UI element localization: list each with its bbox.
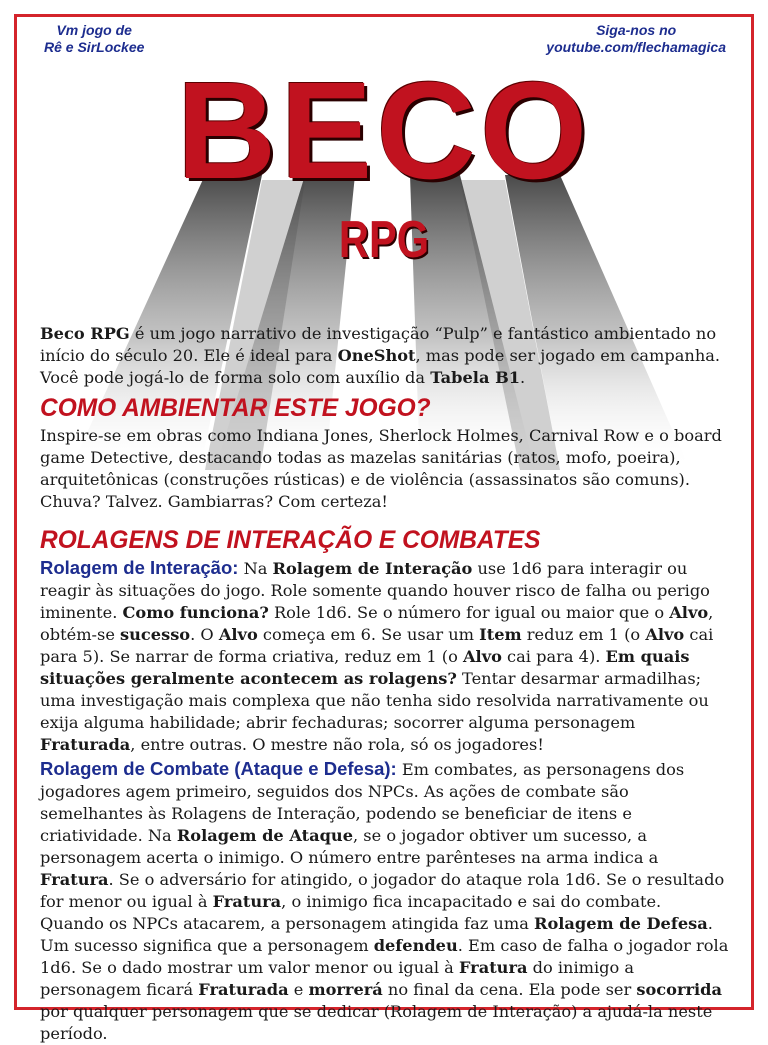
interaction-roll-paragraph: Rolagem de Interação: Na Rolagem de Interação use 1d6 para interagir ou reagir às situações do jogo. Role somente quando houver risco de falha ou perigo iminente. Como funciona? Role 1d6. Se o número for igual ou maior que o Alvo, obtém-se sucesso. O Alvo começa em 6. Se usar um Item reduz em 1 (o Alvo cai para 5). Se narrar de forma criativa, reduz em 1 (o Alvo cai para 4). Em quais situações geralmente acontecem as rolagens? Tentar desarmar armadilhas; uma investigação mais complexa que não tenha sido resolvida narrativamente ou exija alguma habilidade; abrir fechaduras; socorrer alguma personagem Fraturada, entre outras. O mestre não rola, só os jogadores! (40, 557, 714, 754)
rules-content (40, 323, 730, 1045)
setting-heading: COMO AMBIENTAR ESTE JOGO? (40, 394, 431, 422)
game-title: BECO (176, 54, 592, 208)
game-subtitle: RPG (338, 211, 430, 269)
combat-roll-paragraph: Rolagem de Combate (Ataque e Defesa): Em combates, as personagens dos jogadores agem primeiro, seguidos dos NPCs. As ações de combate são semelhantes às Rolagens de Interação, podendo se beneficiar de itens e criatividade. Na Rolagem de Ataque, se o jogador obtiver um sucesso, a personagem acerta o inimigo. O número entre parênteses na arma indica a Fratura. Se o adversário for atingido, o jogador do ataque rola 1d6. Se o resultado for menor ou igual à Fratura, o inimigo fica incapacitado e sai do combate. Quando os NPCs atacarem, a personagem atingida faz uma Rolagem de Defesa. Um sucesso significa que a personagem defendeu. Em caso de falha o jogador rola 1d6. Se o dado mostrar um valor menor ou igual à Fratura do inimigo a personagem ficará Fraturada e morrerá no final da cena. Ela pode ser socorrida por qualquer personagem que se dedicar (Rolagem de Interação) a ajudá-la neste período. (40, 758, 729, 1043)
credits-line1: Vm jogo de (56, 22, 132, 38)
intro-paragraph: Beco RPG é um jogo narrativo de investigação “Pulp” e fantástico ambientado no início do século 20. Ele é ideal para OneShot, mas pode ser jogado em campanha. Você pode jogá-lo de forma solo com auxílio da Tabela B1. (40, 324, 721, 387)
credits-line2: Rê e SirLockee (44, 39, 145, 55)
follow-us-line1: Siga-nos no (596, 22, 677, 38)
combat-roll-label: Rolagem de Combate (Ataque e Defesa): (40, 758, 397, 779)
rolls-heading: ROLAGENS DE INTERAÇÃO E COMBATES (40, 526, 541, 554)
setting-paragraph: Inspire-se em obras como Indiana Jones, Sherlock Holmes, Carnival Row e o board game Detective, destacando todas as mazelas sanitárias (ratos, mofo, poeira), arquitetônicas (construções rústicas) e de violência (assassinatos são comuns). Chuva? Talvez. Gambiarras? Com certeza! (40, 426, 722, 511)
interaction-roll-label: Rolagem de Interação: (40, 557, 239, 578)
youtube-link[interactable]: youtube.com/flechamagica (546, 39, 726, 55)
